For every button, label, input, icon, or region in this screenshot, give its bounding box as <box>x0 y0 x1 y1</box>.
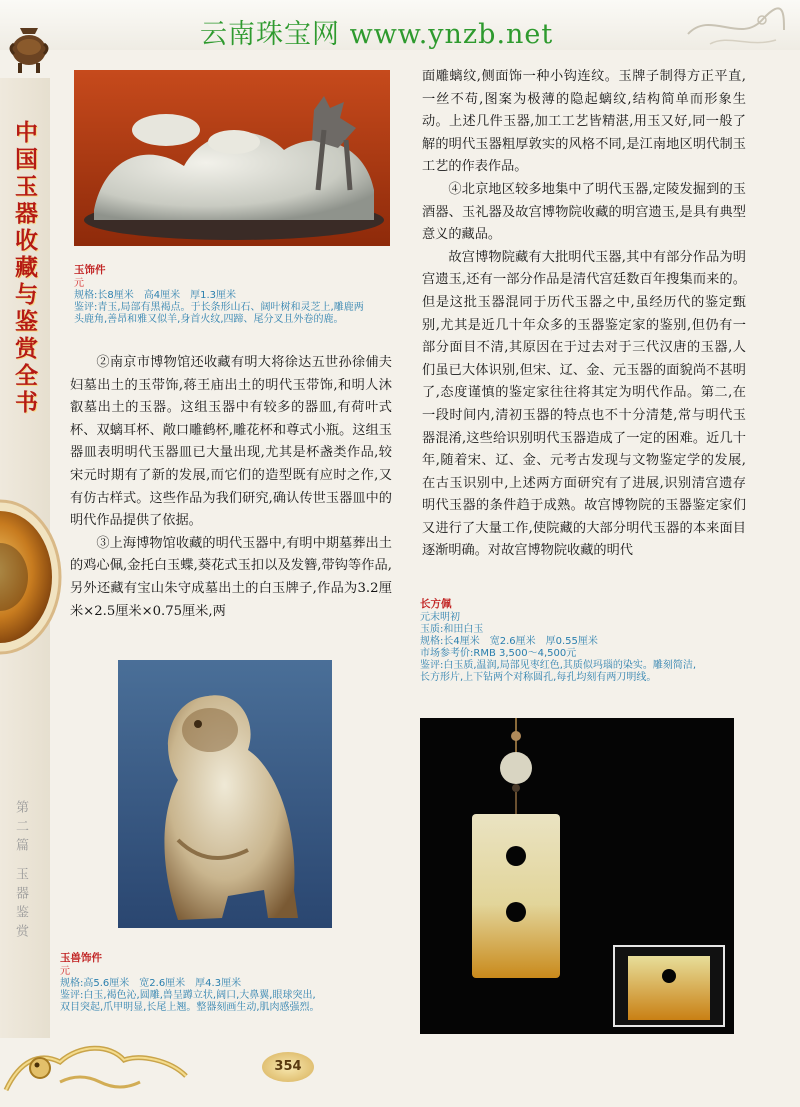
caption-spec: 规格:长4厘米 宽2.6厘米 厚0.55厘米 <box>420 636 598 647</box>
caption-review-line: 头鹿角,善昂和雅又似羊,身首火纹,四蹄、尾分叉且外卷的鹿。 <box>74 314 344 325</box>
jade-beast-photo <box>118 660 332 928</box>
caption-review-line: 鉴评:白玉,褐色沁,圆雕,兽呈蹲立状,阔口,大鼻翼,眼球突出, <box>60 990 316 1001</box>
site-watermark-title: 云南珠宝网 www.ynzb.net <box>200 19 554 50</box>
section-label-vertical: 第二篇 玉器鉴赏 <box>13 800 28 944</box>
paragraph: ④北京地区较多地集中了明代玉器,定陵发掘到的玉酒器、玉礼器及故宫博物院收藏的明宫遗玉,是具有典型意义的藏品。 <box>422 181 746 243</box>
caption-review-line: 鉴评:青玉,局部有黑褐点。于长条形山石、阔叶树和灵芝上,雕鹿两 <box>74 302 364 313</box>
paragraph: 故宫博物院藏有大批明代玉器,其中有部分作品为明宫遗玉,还有一部分作品是清代宫廷数百年搜集而来的。但是这批玉器混同于历代玉器之中,虽经历代的鉴定甄别,尤其是近几十年众多的玉器鉴定家的鉴别,但仍有一部分面目不清,其原因在于过去对于三代汉唐的玉器,人们虽已大体识别,但宋、辽、金、元玉器的面貌尚不甚明了,态度谨慎的鉴定家往往将其定为明代作品。第二,在一段时间内,清初玉器的特点也不十分清楚,常与明代玉器混淆,这些给识别明代玉器造成了一定的困难。近几十年,随着宋、辽、金、元考古发现与文物鉴定学的发展,在古玉识别中,上述两方面研究有了进展,识别清宫遗存明代玉器的条件趋于成熟。故宫博物院的玉器鉴定家们又进行了大量工作,使院藏的大部分明代玉器的本来面目逐渐明确。对故宫博物院收藏的明代 <box>422 249 746 559</box>
dragon-ornament-icon <box>0 1030 190 1100</box>
caption-title: 长方佩 <box>420 598 452 610</box>
book-title-vertical: 中国玉器收藏与鉴赏全书 <box>11 120 38 417</box>
caption-title: 玉兽饰件 <box>60 952 102 964</box>
caption-price: 市场参考价:RMB 3,500～4,500元 <box>420 648 577 659</box>
left-column-text <box>70 352 392 623</box>
caption-spec: 规格:长8厘米 高4厘米 厚1.3厘米 <box>74 290 236 301</box>
caption-spec: 规格:高5.6厘米 宽2.6厘米 厚4.3厘米 <box>60 978 242 989</box>
paragraph: ③上海博物馆收藏的明代玉器中,有明中期墓葬出土的鸡心佩,金托白玉蝶,葵花式玉扣以及发簪,带钩等作品,另外还藏有宝山朱守成墓出土的白玉牌子,作品为3.2厘米×2.5厘米×0.75厘米,两 <box>70 535 392 619</box>
caption-review-line: 鉴评:白玉质,温润,局部见枣红色,其质似玛瑙的染实。雕刻简洁, <box>420 660 697 671</box>
jade-deer-carving-photo <box>74 70 390 246</box>
right-column-text <box>422 66 746 563</box>
jade-pendant-photo <box>420 718 734 1034</box>
caption-title: 玉饰件 <box>74 264 106 276</box>
caption-review-line: 长方形片,上下钻两个对称圆孔,每孔均刻有两刀明线。 <box>420 672 657 683</box>
caption-jade-beast <box>60 952 390 1014</box>
caption-rectangular-pendant <box>420 598 750 684</box>
paragraph: ②南京市博物馆还收藏有明大将徐达五世孙徐俌夫妇墓出土的玉带饰,蒋王庙出土的明代玉带饰,和明人沐叡墓出土的玉器。这组玉器中有较多的器皿,有荷叶式杯、双螭耳杯、敞口雕鹤杯,雕花杯和尊式小瓶。这组玉器皿表明明代玉器皿已大量出现,尤其是杯盏类作品,较宋元时期有了新的发展,而它们的造型既有应时之作,又有仿古样式。这些作品为我们研究,确认传世玉器皿中的明代作品提供了依据。 <box>70 355 392 529</box>
paragraph: 面雕螭纹,侧面饰一种小钩连纹。玉牌子制得方正平直,一丝不苟,图案为极薄的隐起螭纹,结构简单而形象生动。上述几件玉器,加工工艺皆精湛,用玉又好,同一般了解的明代玉器粗厚敦实的风格不同,是江南地区明代制玉工艺的作表作品。 <box>422 69 746 175</box>
page-number: 354 <box>262 1052 314 1082</box>
caption-dynasty: 元 <box>60 966 70 977</box>
jade-disc-ornament-icon <box>0 498 66 656</box>
bronze-vessel-logo-icon <box>6 20 52 76</box>
caption-dynasty: 元 <box>74 278 84 289</box>
caption-dynasty: 元末明初 <box>420 612 460 623</box>
caption-review-line: 双目突起,爪甲明显,长尾上翘。整器刻画生动,肌肉感强烈。 <box>60 1002 320 1013</box>
caption-jade-ornament <box>74 264 394 326</box>
decorative-swirl-icon <box>680 4 790 52</box>
caption-material: 玉质:和田白玉 <box>420 624 484 635</box>
